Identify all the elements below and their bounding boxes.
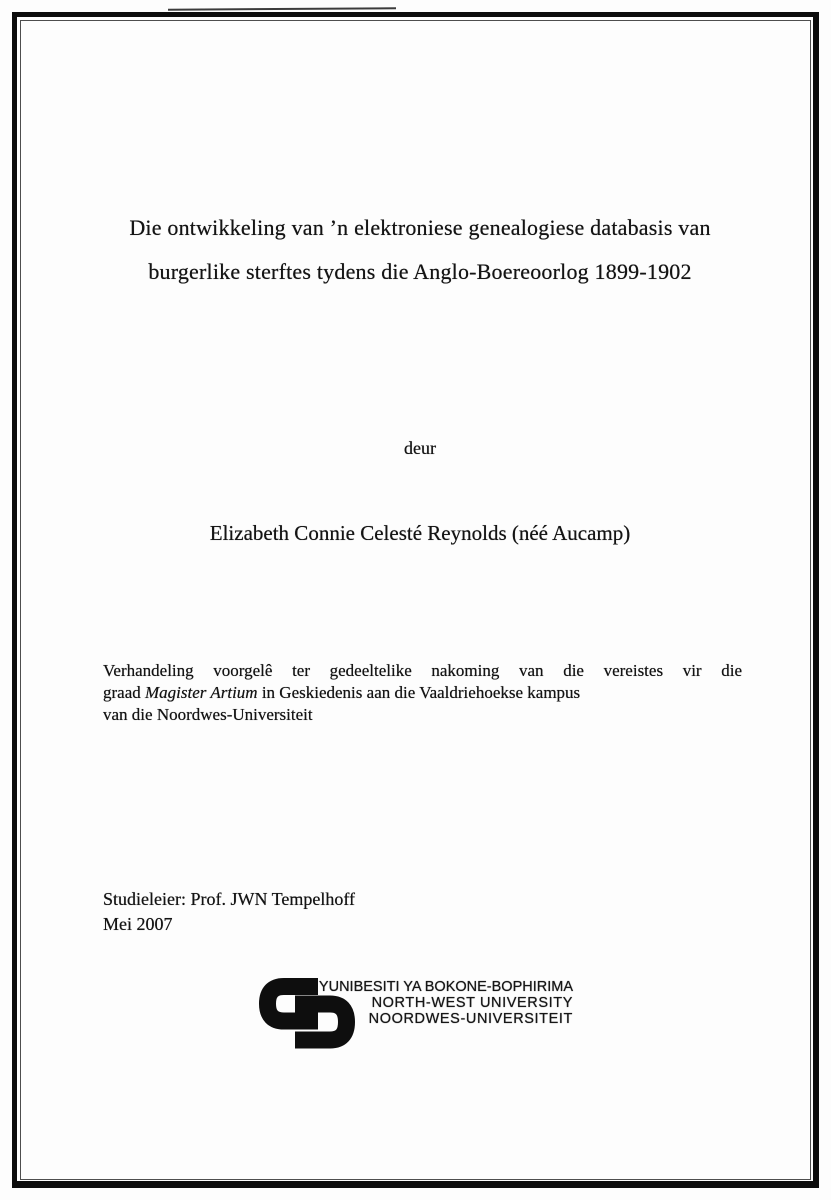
author-name: Elizabeth Connie Celesté Reynolds (néé Aucamp): [209, 521, 631, 545]
thesis-title: [88, 206, 752, 294]
date-line: Mei 2007: [103, 914, 173, 934]
scan-artifact-line: [168, 7, 396, 10]
supervisor-line: Studieleier: Prof. JWN Tempelhoff: [103, 889, 356, 909]
thesis-title-line1: Die ontwikkeling van ’n elektroniese genealogiese databasis van: [129, 215, 711, 240]
degree-statement-line1: Verhandeling voorgelê ter gedeeltelike nakoming van die vereistes vir die: [103, 661, 742, 680]
degree-statement-line3: van die Noordwes-Universiteit: [103, 705, 313, 724]
nwu-logo-text: [317, 979, 573, 1028]
degree-statement: [103, 660, 742, 726]
degree-name-italic: Magister Artium: [145, 683, 258, 702]
thesis-title-line2: burgerlike sterftes tydens die Anglo-Boereoorlog 1899-1902: [148, 259, 692, 284]
nwu-logo: [258, 976, 588, 1056]
nwu-logo-line-english: NORTH-WEST UNIVERSITY: [371, 995, 573, 1012]
nwu-logo-line-afrikaans: NOORDWES-UNIVERSITEIT: [368, 1011, 573, 1028]
degree-statement-line2-pre: graad: [103, 683, 146, 702]
nwu-logo-line-setswana: YUNIBESITI YA BOKONE-BOPHIRIMA: [318, 979, 573, 995]
degree-statement-line2: [103, 682, 742, 704]
byline-label: deur: [404, 438, 436, 458]
degree-statement-line2-post: in Geskiedenis aan die Vaaldriehoekse kampus: [257, 683, 581, 702]
supervisor-block: [103, 887, 603, 937]
